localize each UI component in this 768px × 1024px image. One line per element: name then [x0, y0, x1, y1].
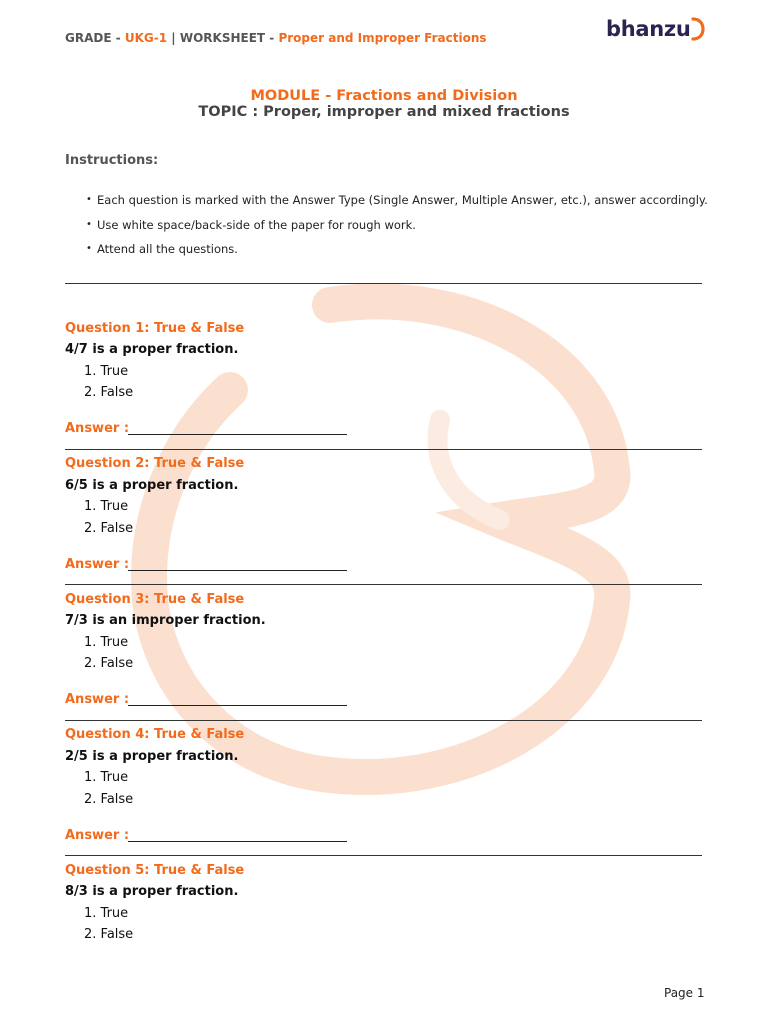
divider: [65, 283, 702, 284]
divider: [65, 449, 702, 450]
question-2-option-false[interactable]: 2. False: [84, 521, 134, 536]
question-2-option-true[interactable]: 1. True: [84, 499, 129, 514]
worksheet-title: Proper and Improper Fractions: [278, 31, 487, 45]
question-4-option-false[interactable]: 2. False: [84, 792, 134, 807]
question-1-answer-line[interactable]: [128, 434, 347, 435]
question-1-answer-label: Answer :: [65, 421, 130, 436]
question-5-option-false[interactable]: 2. False: [84, 927, 134, 942]
question-5-option-true[interactable]: 1. True: [84, 906, 129, 921]
logo-text: bhanzu: [606, 17, 691, 41]
instruction-item: • Attend all the questions.: [86, 239, 708, 264]
instructions-title: Instructions:: [65, 153, 159, 168]
instruction-item: • Use white space/back-side of the paper for rough work.: [86, 215, 708, 240]
bhanzu-logo-icon: [691, 15, 705, 43]
divider: [65, 855, 702, 856]
question-3-text: 7/3 is an improper fraction.: [65, 613, 266, 628]
worksheet-header: [65, 31, 487, 45]
question-4-option-true[interactable]: 1. True: [84, 770, 129, 785]
module-title: MODULE - Fractions and Division: [250, 88, 518, 104]
question-3-option-false[interactable]: 2. False: [84, 656, 134, 671]
divider: [65, 720, 702, 721]
question-2-answer-line[interactable]: [128, 570, 347, 571]
question-4-answer-label: Answer :: [65, 828, 130, 843]
question-3-answer-label: Answer :: [65, 692, 130, 707]
question-5-text: 8/3 is a proper fraction.: [65, 884, 239, 899]
question-5-title: Question 5: True & False: [65, 863, 245, 878]
header-separator: |: [167, 31, 180, 45]
divider: [65, 584, 702, 585]
topic-title: TOPIC : Proper, improper and mixed fractions: [198, 104, 570, 120]
question-1-option-false[interactable]: 2. False: [84, 385, 134, 400]
instructions-list: [86, 190, 708, 264]
question-4-answer-line[interactable]: [128, 841, 347, 842]
question-2-text: 6/5 is a proper fraction.: [65, 478, 239, 493]
question-2-answer-label: Answer :: [65, 557, 130, 572]
question-2-title: Question 2: True & False: [65, 456, 245, 471]
grade-value: UKG-1: [124, 31, 168, 45]
grade-label: GRADE -: [65, 31, 125, 45]
question-1-title: Question 1: True & False: [65, 321, 245, 336]
question-4-title: Question 4: True & False: [65, 727, 245, 742]
question-3-title: Question 3: True & False: [65, 592, 245, 607]
question-3-option-true[interactable]: 1. True: [84, 635, 129, 650]
question-1-option-true[interactable]: 1. True: [84, 364, 129, 379]
question-4-text: 2/5 is a proper fraction.: [65, 749, 239, 764]
question-1-text: 4/7 is a proper fraction.: [65, 342, 239, 357]
question-3-answer-line[interactable]: [128, 705, 347, 706]
page-number: Page 1: [664, 986, 705, 1000]
bhanzu-logo: [606, 15, 705, 43]
worksheet-label: WORKSHEET -: [179, 31, 279, 45]
instruction-item: • Each question is marked with the Answer Type (Single Answer, Multiple Answer, etc.), answer accordingly.: [86, 190, 708, 215]
